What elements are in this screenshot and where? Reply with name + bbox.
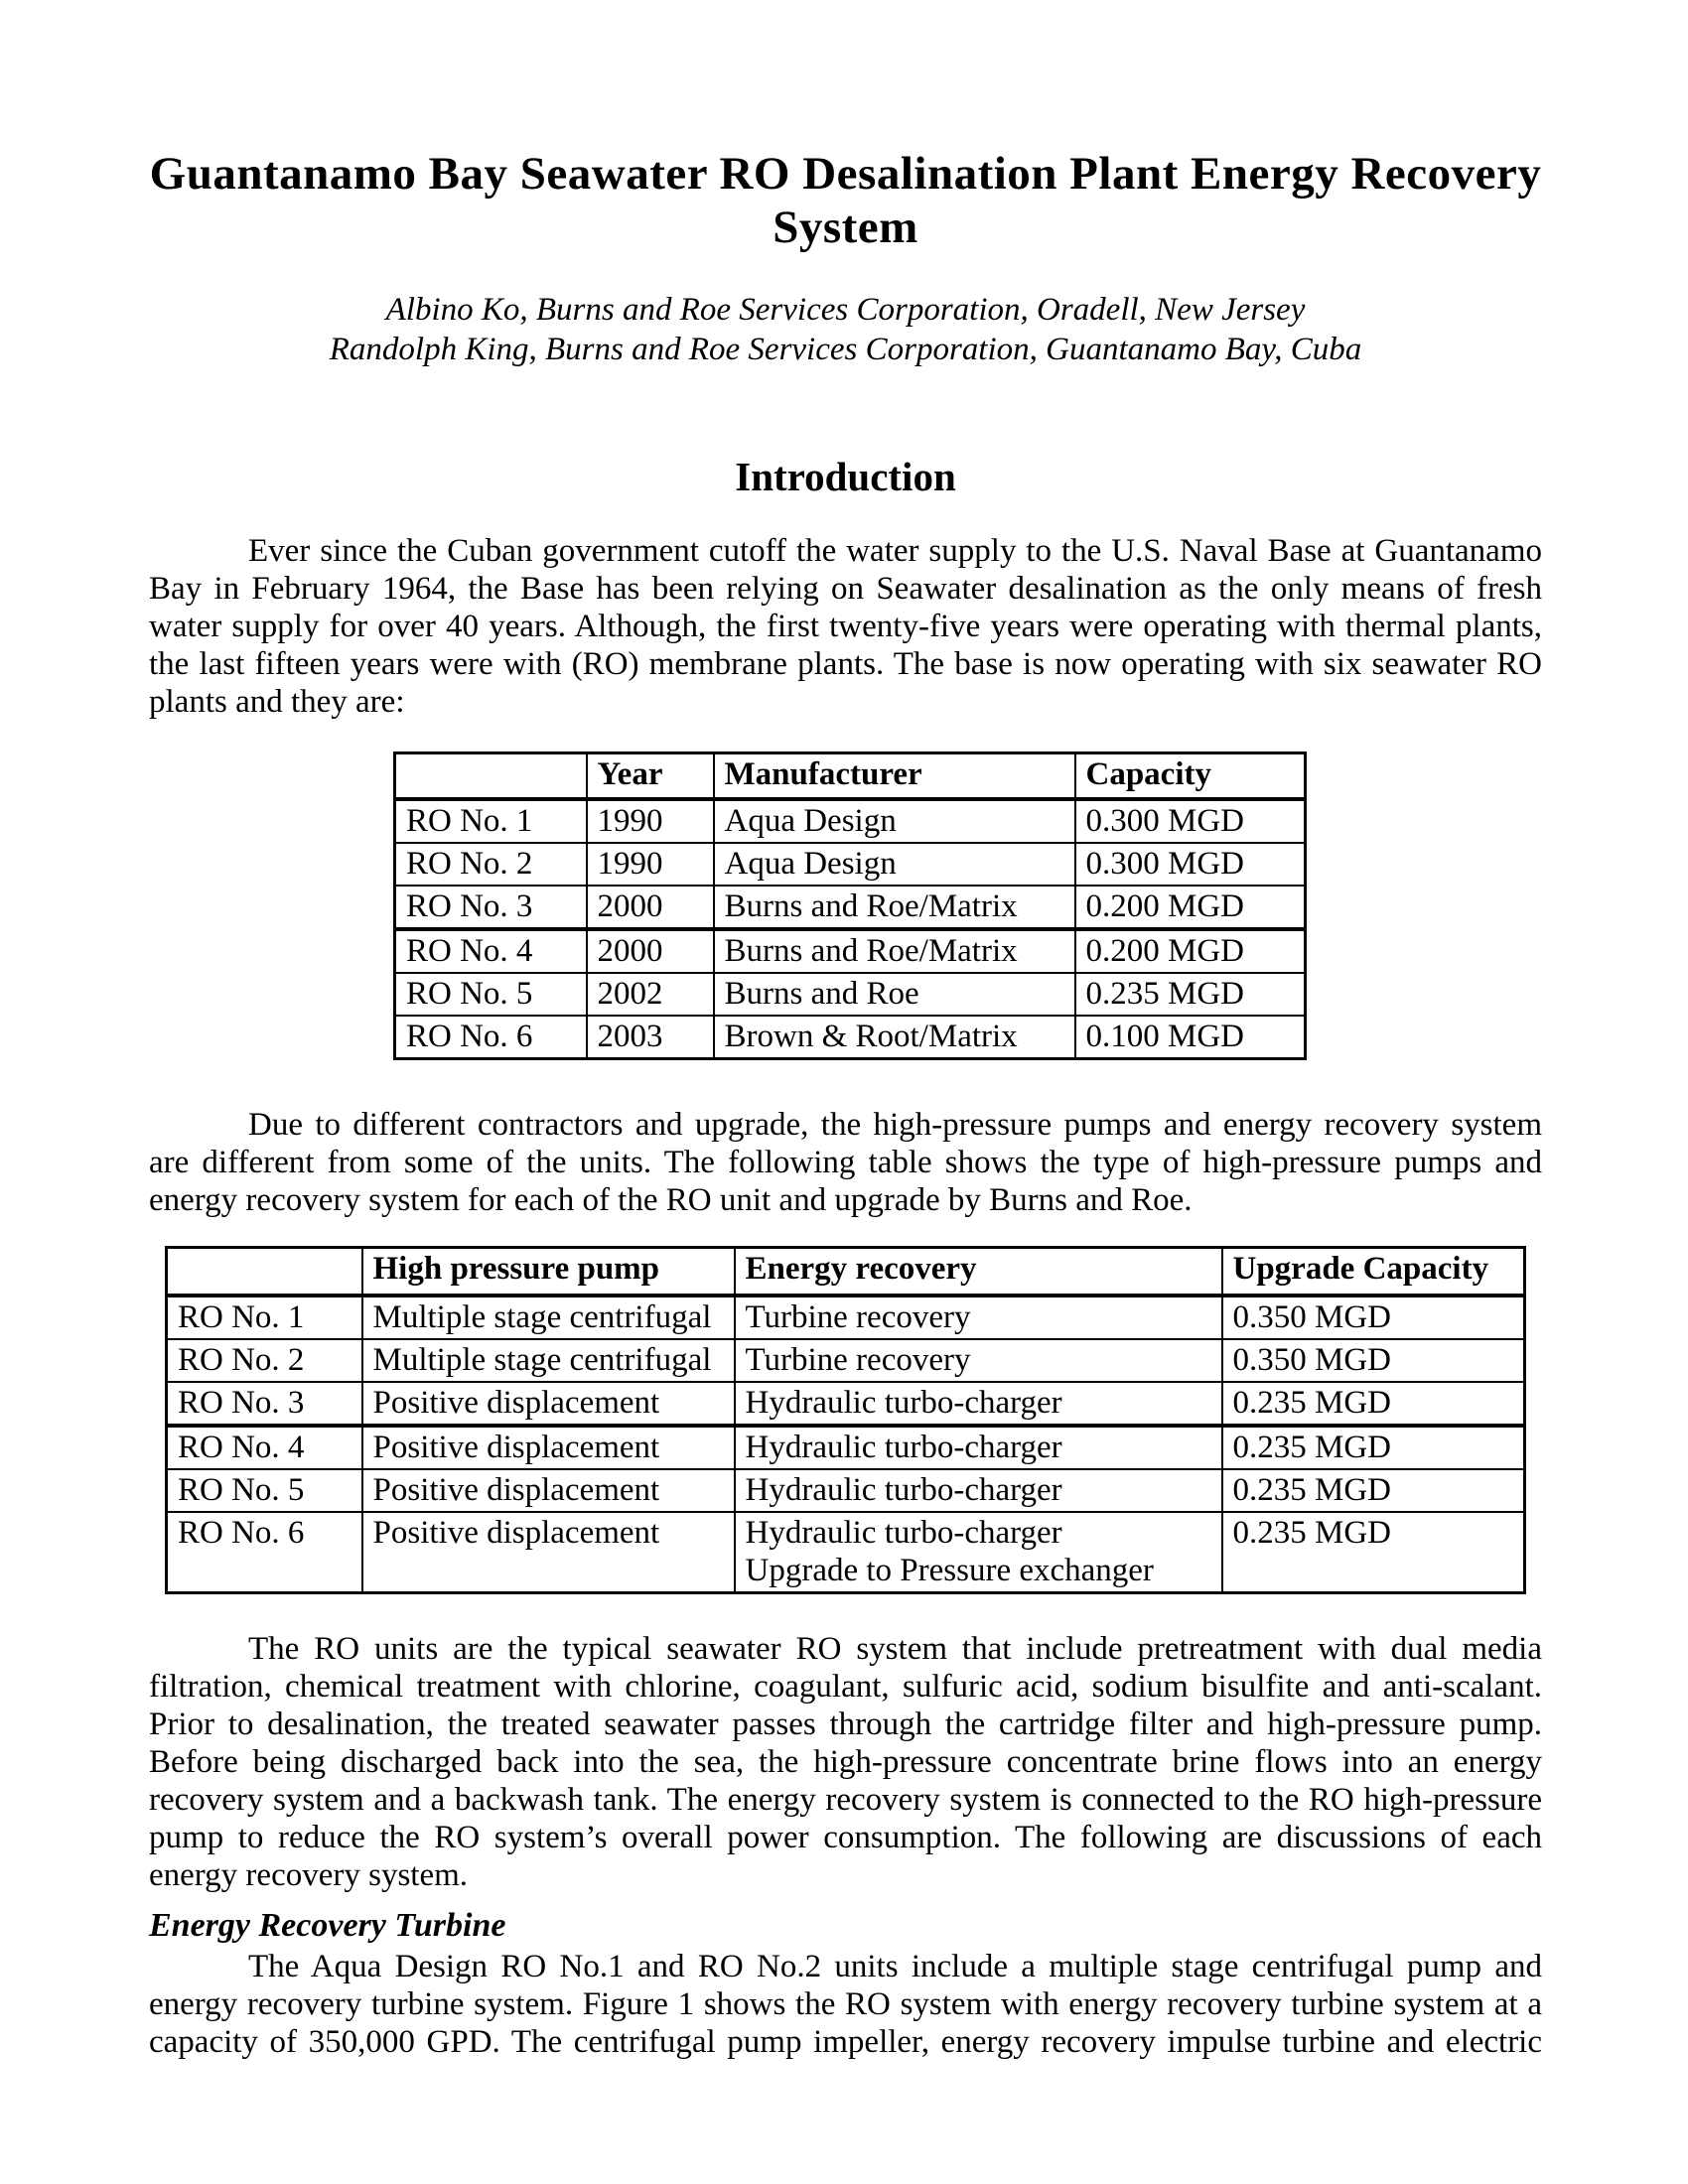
table-cell: 2003: [587, 1016, 714, 1059]
paragraph-line: energy recovery system for each of the RO unit and upgrade by Burns and Roe.: [149, 1182, 1193, 1218]
introduction-heading: Introduction: [735, 454, 956, 499]
paragraph-line: Prior to desalination, the treated seawater passes through the cartridge filter and high-pressure pump.: [149, 1706, 1542, 1742]
table-cell: Positive displacement: [362, 1469, 735, 1512]
document-title: Guantanamo Bay Seawater RO Desalination Plant Energy Recovery System: [149, 148, 1542, 253]
paragraph-line: The Aqua Design RO No.1 and RO No.2 units include a multiple stage centrifugal pump and: [248, 1949, 1542, 1984]
table-cell: RO No. 1: [395, 799, 587, 843]
table-cell: Burns and Roe/Matrix: [714, 929, 1075, 973]
table-header-row: [167, 1248, 1525, 1297]
paragraph-line: energy recovery turbine system. Figure 1 shows the RO system with energy recovery turbine system at a: [149, 1986, 1542, 2022]
table-header-cell: High pressure pump: [362, 1248, 735, 1297]
table-cell: Positive displacement: [362, 1512, 735, 1593]
paragraph-history: [149, 532, 1542, 721]
paragraph-contractors: [149, 1106, 1542, 1219]
paragraph-line: Bay in February 1964, the Base has been relying on Seawater desalination as the only means of fresh: [149, 571, 1542, 607]
table-header-cell: [395, 753, 587, 800]
table-cell: 1990: [587, 843, 714, 886]
table-cell: Hydraulic turbo-charger: [735, 1382, 1222, 1426]
table-cell: Burns and Roe/Matrix: [714, 886, 1075, 929]
table-row: [395, 799, 1306, 843]
table-cell: 0.300 MGD: [1075, 843, 1306, 886]
table-row: [167, 1512, 1525, 1593]
table-row: [167, 1469, 1525, 1512]
table-cell: Aqua Design: [714, 799, 1075, 843]
table-row: [167, 1382, 1525, 1426]
table-cell: Positive displacement: [362, 1426, 735, 1469]
table-cell: Multiple stage centrifugal: [362, 1296, 735, 1339]
paragraph-ro-system-description: [149, 1630, 1542, 1894]
table-cell: Turbine recovery: [735, 1296, 1222, 1339]
paragraph-line: Due to different contractors and upgrade, the high-pressure pumps and energy recovery system: [248, 1107, 1542, 1143]
table-row: [167, 1426, 1525, 1469]
paragraph-line: capacity of 350,000 GPD. The centrifugal pump impeller, energy recovery impulse turbine and electric: [149, 2024, 1542, 2060]
table-cell: RO No. 1: [167, 1296, 362, 1339]
table-cell: 0.100 MGD: [1075, 1016, 1306, 1059]
table-cell: 0.350 MGD: [1222, 1296, 1525, 1339]
table-cell: RO No. 6: [167, 1512, 362, 1593]
table-header-cell: [167, 1248, 362, 1297]
table-header-cell: Energy recovery: [735, 1248, 1222, 1297]
table-header-cell: Upgrade Capacity: [1222, 1248, 1525, 1297]
table-cell-line: Upgrade to Pressure exchanger: [745, 1553, 1154, 1588]
table-cell: 0.235 MGD: [1222, 1426, 1525, 1469]
table-row: [167, 1296, 1525, 1339]
table-cell: 0.235 MGD: [1222, 1512, 1525, 1593]
author-line-1: Albino Ko, Burns and Roe Services Corporation, Oradell, New Jersey: [385, 292, 1306, 328]
table-cell: Aqua Design: [714, 843, 1075, 886]
table-header-cell: Year: [587, 753, 714, 800]
table-cell: 2000: [587, 886, 714, 929]
table-row: [395, 1016, 1306, 1059]
paragraph-line: Ever since the Cuban government cutoff the water supply to the U.S. Naval Base at Guantanamo: [248, 533, 1542, 569]
table-cell: Multiple stage centrifugal: [362, 1339, 735, 1382]
table-cell: Hydraulic turbo-charger: [735, 1469, 1222, 1512]
table-cell: RO No. 2: [395, 843, 587, 886]
paragraph-line: pump to reduce the RO system’s overall power consumption. The following are discussions of each: [149, 1820, 1542, 1855]
paragraph-line: Before being discharged back into the sea, the high-pressure concentrate brine flows into an energy: [149, 1744, 1542, 1780]
paragraph-line: the last fifteen years were with (RO) membrane plants. The base is now operating with six seawater RO: [149, 646, 1542, 682]
energy-recovery-turbine-heading: Energy Recovery Turbine: [149, 1907, 506, 1944]
table-cell: 0.235 MGD: [1075, 973, 1306, 1016]
table-cell: Hydraulic turbo-charger: [735, 1426, 1222, 1469]
table-cell: [735, 1512, 1222, 1593]
table-cell: Turbine recovery: [735, 1339, 1222, 1382]
table-row: [395, 973, 1306, 1016]
paragraph-turbine-intro: [149, 1948, 1542, 2061]
table-cell: RO No. 4: [395, 929, 587, 973]
table-header-row: [395, 753, 1306, 800]
table-cell: 0.200 MGD: [1075, 886, 1306, 929]
table-cell: RO No. 3: [167, 1382, 362, 1426]
table-cell: 0.300 MGD: [1075, 799, 1306, 843]
table-cell: RO No. 6: [395, 1016, 587, 1059]
table-cell: RO No. 2: [167, 1339, 362, 1382]
author-block: [149, 290, 1542, 369]
table-cell: 0.235 MGD: [1222, 1469, 1525, 1512]
table-cell: 1990: [587, 799, 714, 843]
table-cell: Burns and Roe: [714, 973, 1075, 1016]
table-cell-line: Hydraulic turbo-charger: [745, 1515, 1062, 1551]
table-cell: RO No. 3: [395, 886, 587, 929]
paragraph-line: are different from some of the units. The following table shows the type of high-pressure pumps and: [149, 1145, 1542, 1180]
table-cell: RO No. 5: [395, 973, 587, 1016]
paragraph-line: The RO units are the typical seawater RO system that include pretreatment with dual media: [248, 1631, 1542, 1667]
paragraph-line: filtration, chemical treatment with chlorine, coagulant, sulfuric acid, sodium bisulfite and anti-scalant.: [149, 1669, 1542, 1705]
table-row: [395, 886, 1306, 929]
table-cell: Positive displacement: [362, 1382, 735, 1426]
pump-energy-recovery-table: [165, 1246, 1526, 1594]
paragraph-line: water supply for over 40 years. Although, the first twenty-five years were operating with thermal plants,: [149, 609, 1542, 644]
table-header-cell: Capacity: [1075, 753, 1306, 800]
table-cell: 0.350 MGD: [1222, 1339, 1525, 1382]
author-line-2: Randolph King, Burns and Roe Services Corporation, Guantanamo Bay, Cuba: [329, 332, 1362, 367]
table-cell: 2000: [587, 929, 714, 973]
table-row: [395, 929, 1306, 973]
table-row: [167, 1339, 1525, 1382]
table-cell: Brown & Root/Matrix: [714, 1016, 1075, 1059]
table-row: [395, 843, 1306, 886]
table-cell: RO No. 4: [167, 1426, 362, 1469]
paragraph-line: plants and they are:: [149, 684, 405, 720]
table-cell: 2002: [587, 973, 714, 1016]
ro-units-table: [393, 751, 1307, 1060]
table-header-cell: Manufacturer: [714, 753, 1075, 800]
paragraph-line: energy recovery system.: [149, 1857, 469, 1893]
paragraph-line: recovery system and a backwash tank. The energy recovery system is connected to the RO high-pressure: [149, 1782, 1542, 1818]
table-cell: RO No. 5: [167, 1469, 362, 1512]
table-cell: 0.235 MGD: [1222, 1382, 1525, 1426]
table-cell: 0.200 MGD: [1075, 929, 1306, 973]
